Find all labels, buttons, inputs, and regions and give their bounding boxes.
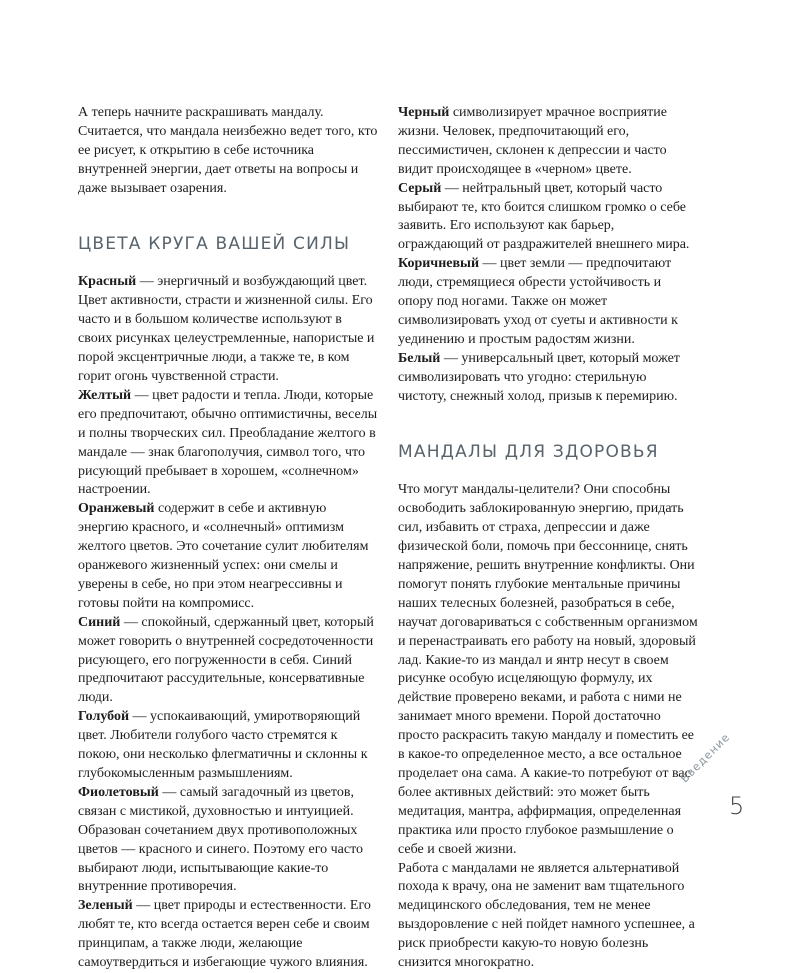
color-description: — энергичный и возбуждающий цвет. Цвет активности, страсти и жизненной силы. Его часто и в большом количестве используют в своих рисунках целеустремленные, напористые и порой эксцентричные люди, а также те, в ком горит огонь чувственной страсти. (78, 274, 375, 384)
color-entry-blue (78, 614, 378, 709)
color-description: — универсальный цвет, который может символизировать что угодно: стерильную чистоту, снежный холод, призыв к перемирию. (398, 350, 680, 404)
color-term: Черный (398, 105, 450, 120)
color-entry-white (398, 350, 698, 407)
color-description: символизирует мрачное восприятие жизни. Человек, предпочитающий его, пессимистичен, склонен к депрессии и часто видит происходящее в «черном» цвете. (398, 105, 667, 177)
color-term: Синий (78, 614, 121, 630)
health-paragraph: Что могут мандалы-целители? Они способны освободить заблокированную энергию, придать сил, избавить от страха, депрессии и даже физической боли, помочь при бессоннице, снять напряжение, решить внутренние конфликты. Они помогут понять глубокие ментальные причины наших телесных болезней, разобраться в себе, научат договариваться с собственным организмом и перенастраивать его работу на новый, здоровый лад. Какие-то из мандал и янтр несут в своем рисунке особую исцеляющую формулу, их действие проверено веками, и работа с ними не занимает много времени. Порой достаточно просто раскрасить такую мандалу и поместить ее в какое-то определенное место, а все остальное проделает она сама. А какие-то потребуют от вас более активных действий: это может быть медитация, мантра, аффирмация, определенная практика или просто глубокое размышление о себе и своей жизни. (398, 482, 698, 857)
color-term: Голубой (78, 709, 130, 725)
color-description: — самый загадочный из цветов, связан с мистикой, духовностью и интуицией. Образован сочетанием двух противоположных цветов — красного и синего. Поэтому его часто выбирают люди, испытывающие какие-то внутренние противоречия. (78, 784, 364, 895)
page-number: 5 (729, 792, 745, 820)
right-column (398, 104, 698, 973)
color-entry-light-blue (78, 708, 378, 784)
left-column (78, 104, 378, 973)
running-head: Введение (678, 730, 733, 786)
color-entry-black (398, 104, 698, 180)
color-term: Зеленый (78, 898, 133, 914)
intro-paragraph: А теперь начните раскрашивать мандалу. Считается, что мандала неизбежно ведет того, кто ее рисует, к открытию в себе источника внутренней энергии, дает ответы на вопросы и даже вызывает озарения. (78, 105, 378, 196)
color-description: — нейтральный цвет, который часто выбирают те, кто боится слишком громко о себе заявить. Его используют как барьер, ограждающий от раздражителей внешнего мира. (398, 180, 690, 253)
color-description: — спокойный, сдержанный цвет, который может говорить о внутренней сосредоточенности рисующего, его погруженности в себя. Синий предпочитают рассудительные, консервативные люди. (78, 614, 374, 706)
color-term: Оранжевый (78, 501, 155, 517)
section-heading-health: МАНДАЛЫ ДЛЯ ЗДОРОВЬЯ (398, 441, 659, 462)
color-description: содержит в себе и активную энергию красного, и «солнечный» оптимизм желтого цветов. Это сочетание сулит любителям оранжевого жизненный успех: они смелы и уверены в себе, но при этом неагрессивны и готовы пойти на компромисс. (78, 501, 369, 611)
color-entry-orange (78, 500, 378, 613)
color-term: Фиолетовый (78, 784, 159, 800)
color-entry-violet (78, 784, 378, 897)
section-heading-colors: ЦВЕТА КРУГА ВАШЕЙ СИЛЫ (78, 233, 351, 254)
color-description: — цвет земли — предпочитают люди, стремящиеся обрести устойчивость и опору под ногами. Также он может символизировать уход от суеты и активности к уединению и простым радостям жизни. (398, 256, 678, 347)
color-description: — цвет природы и естественности. Его любят те, кто всегда остается верен себе и своим принципам, а также люди, желающие самоутвердиться и избегающие чужого влияния. (78, 898, 371, 971)
color-description: — цвет радости и тепла. Люди, которые его предпочитают, обычно оптимистичны, веселы и полны творческих сил. Преобладание желтого в мандале — знак благополучия, символ того, что рисующий пребывает в хорошем, «солнечном» настроении. (78, 387, 378, 498)
color-entry-yellow (78, 387, 378, 500)
color-entry-gray (398, 180, 698, 256)
color-term: Желтый (78, 387, 132, 403)
color-entry-red (78, 273, 378, 386)
color-term: Коричневый (398, 256, 480, 272)
color-entry-brown (398, 255, 698, 350)
color-term: Красный (78, 274, 137, 290)
color-description: — успокаивающий, умиротворяющий цвет. Любители голубого часто стремятся к покою, они несколько флегматичны и склонны к глубокомысленным размышлениям. (78, 709, 368, 781)
health-paragraph: Работа с мандалами не является альтернативой похода к врачу, она не заменит вам тщательного медицинского обследования, тем не менее выздоровление с ней пойдет намного успешнее, а риск приобрести какую-то новую болезнь снизится многократно. (398, 860, 695, 971)
color-term: Белый (398, 350, 441, 366)
color-entry-green (78, 897, 378, 973)
color-term: Серый (398, 180, 442, 196)
